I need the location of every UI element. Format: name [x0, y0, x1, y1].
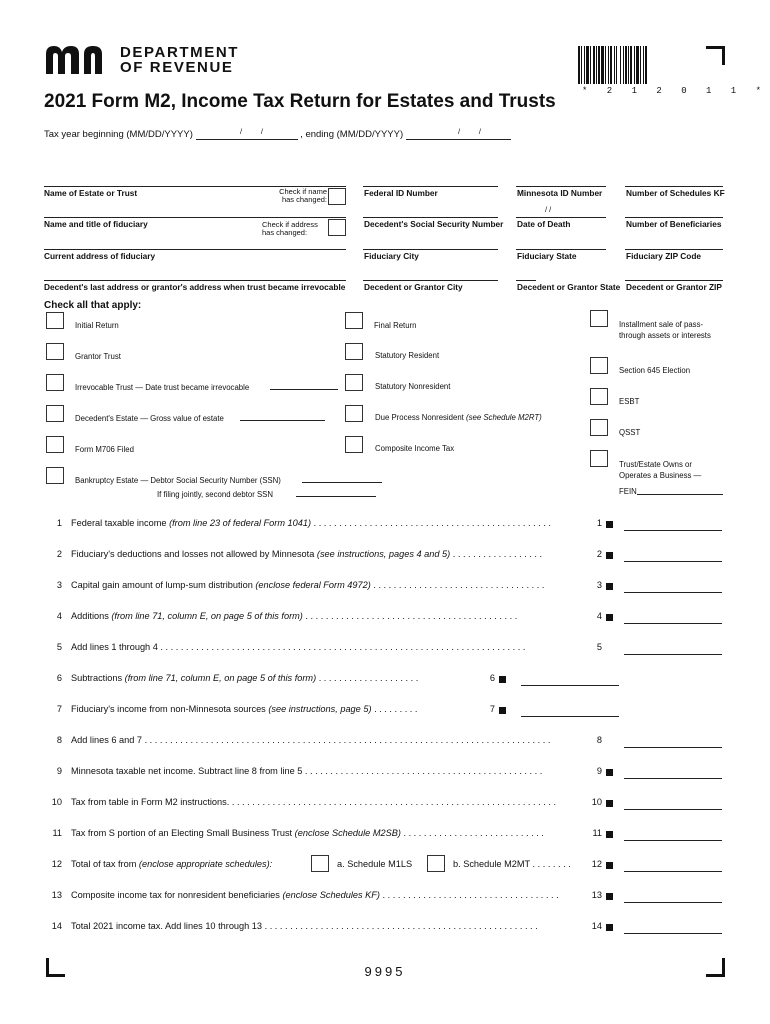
- line-5-amount-field[interactable]: [624, 654, 722, 655]
- line-note: (see instructions, page 5): [268, 704, 372, 714]
- line-description: [71, 921, 572, 931]
- line-number: 11: [52, 828, 62, 838]
- final-return-checkbox[interactable]: [345, 312, 363, 329]
- schedule-m2mt-text: b. Schedule M2MT: [453, 859, 530, 869]
- decedent-address-label: Decedent's last address or grantor's address when trust became irrevocable: [44, 282, 346, 292]
- schedules-kf-label: Number of Schedules KF: [626, 188, 725, 198]
- gross-value-field[interactable]: [240, 420, 325, 421]
- line-number: 8: [56, 735, 62, 745]
- line-text: Total 2021 income tax. Add lines 10 through 13: [71, 921, 263, 931]
- debtor-ssn-field[interactable]: [302, 482, 382, 483]
- qsst-checkbox[interactable]: [590, 419, 608, 436]
- line-number: 3: [56, 580, 62, 590]
- decedents-estate-checkbox[interactable]: [46, 405, 64, 422]
- barcode-number: * 2 1 2 0 1 1 *: [582, 86, 769, 96]
- tax-line-6: [0, 673, 770, 687]
- line-2-amount-field[interactable]: [624, 561, 722, 562]
- stat-nonresident-label: Statutory Nonresident: [375, 382, 451, 391]
- line-note: (see instructions, pages 4 and 5): [316, 549, 451, 559]
- marker-square-icon: [606, 521, 613, 528]
- line-number: 9: [56, 766, 62, 776]
- tax-year-row: [44, 129, 511, 140]
- line-description: [71, 642, 572, 652]
- line-text: Composite income tax for nonresident beneficiaries: [71, 890, 280, 900]
- line-11-amount-field[interactable]: [624, 840, 722, 841]
- federal-id-label: Federal ID Number: [364, 188, 438, 198]
- leader-dots: . . . . . . . . . . . . . . . . . . . . . . . . . . . . . . . . . . . . . . . . . .: [302, 611, 518, 621]
- due-process-text: Due Process Nonresident: [375, 413, 464, 422]
- leader-dots: . . . . . . . .: [529, 859, 571, 869]
- line-ref-number: 11: [592, 828, 602, 838]
- form-title: 2021 Form M2, Income Tax Return for Estates and Trusts: [44, 91, 556, 112]
- department-name: [120, 45, 239, 75]
- section645-checkbox[interactable]: [590, 357, 608, 374]
- line-ref-number: 8: [596, 735, 602, 745]
- marker-square-icon: [499, 676, 506, 683]
- installment-checkbox[interactable]: [590, 310, 608, 327]
- line-note: (from line 71, column E, on page 5 of this form): [124, 673, 317, 683]
- line-text: Tax from table in Form M2 instructions.: [71, 797, 230, 807]
- esbt-checkbox[interactable]: [590, 388, 608, 405]
- tax-line-5: [0, 642, 770, 656]
- dept-line-1: DEPARTMENT: [120, 44, 240, 61]
- leader-dots: . . . . . . . . . . . . . . . . . .: [450, 549, 543, 559]
- tax-line-3: [0, 580, 770, 594]
- decedents-estate-label: Decedent's Estate — Gross value of estate: [75, 414, 224, 423]
- due-process-checkbox[interactable]: [345, 405, 363, 422]
- name-changed-checkbox[interactable]: [328, 188, 346, 205]
- stat-resident-checkbox[interactable]: [345, 343, 363, 360]
- second-debtor-field[interactable]: [296, 496, 376, 497]
- owns-business-checkbox[interactable]: [590, 450, 608, 467]
- leader-dots: . . . . . . . . . . . . . . . . . . . .: [316, 673, 419, 683]
- line-description: [71, 890, 572, 900]
- page-code: 9995: [364, 964, 406, 979]
- marker-square-icon: [499, 707, 506, 714]
- leader-dots: . . . . . . . . .: [371, 704, 418, 714]
- schedule-m1ls-label: a. Schedule M1LS: [337, 859, 413, 869]
- fein-label: FEIN: [619, 487, 637, 496]
- tax-line-8: [0, 735, 770, 749]
- form-m706-label: Form M706 Filed: [75, 445, 134, 454]
- line-note: (enclose Schedule M2SB): [294, 828, 401, 838]
- esbt-label: ESBT: [619, 397, 640, 406]
- line-note: (from line 71, column E, on page 5 of this form): [111, 611, 303, 621]
- line-6-amount-field[interactable]: [521, 685, 619, 686]
- crop-mark-top-right: [706, 46, 725, 65]
- line-description: [71, 580, 572, 590]
- check-name-label: Check if name has changed:: [279, 187, 327, 204]
- address-changed-checkbox[interactable]: [328, 219, 346, 236]
- installment-label: Installment sale of pass-through assets or interests: [619, 320, 711, 340]
- composite-label: Composite Income Tax: [375, 444, 455, 453]
- bankruptcy-label: Bankruptcy Estate — Debtor Social Security Number (SSN): [75, 476, 281, 485]
- tax-line-2: [0, 549, 770, 563]
- line-number: 14: [51, 921, 62, 931]
- line-description: [71, 828, 572, 838]
- line-description: [71, 611, 572, 621]
- line-description: [71, 673, 465, 683]
- schedule-m1ls-checkbox[interactable]: [311, 855, 329, 872]
- line-number: 1: [56, 518, 62, 528]
- leader-dots: . . . . . . . . . . . . . . . . . . . . . . . . . . . . . . . . . .: [370, 580, 545, 590]
- leader-dots: . . . . . . . . . . . . . . . . . . . . . . . . . . . . . . . . . . . . . . . . . . . . . . .: [302, 766, 543, 776]
- mn-logo-icon: [44, 44, 114, 76]
- line-ref-number: 12: [591, 859, 602, 869]
- fiduciary-title-label: Name and title of fiduciary: [44, 219, 148, 229]
- line-description: [71, 549, 572, 559]
- line-description: [71, 735, 572, 745]
- mn-id-label: Minnesota ID Number: [517, 188, 603, 198]
- line-note: (from line 23 of federal Form 1041): [169, 518, 312, 528]
- schedule-m2mt-label: [453, 859, 571, 869]
- marker-square-icon: [606, 831, 613, 838]
- line-3-amount-field[interactable]: [624, 592, 722, 593]
- leader-dots: . . . . . . . . . . . . . . . . . . . . . . . . . . . . . . . . . . . . . . . . . . . . . . . . . . . . . . . . . . . . . . . . . . . . . . . . . . . . . . . .: [142, 735, 551, 745]
- line-ref-number: 2: [596, 549, 602, 559]
- tax-line-9: [0, 766, 770, 780]
- marker-square-icon: [606, 583, 613, 590]
- line-note: (enclose appropriate schedules):: [138, 859, 273, 869]
- line-number: 5: [56, 642, 62, 652]
- grantor-trust-checkbox[interactable]: [46, 343, 64, 360]
- form-m706-checkbox[interactable]: [46, 436, 64, 453]
- tax-line-13: [0, 890, 770, 904]
- decedent-ssn-label: Decedent's Social Security Number: [364, 219, 504, 229]
- leader-dots: . . . . . . . . . . . . . . . . . . . . . . . . . . . . . . . . . . . . . . . . . . . . . . . . . . . . . .: [262, 921, 538, 931]
- line-13-amount-field[interactable]: [624, 902, 722, 903]
- line-description: [71, 797, 572, 807]
- line-note: (enclose Schedules KF): [282, 890, 380, 900]
- leader-dots: . . . . . . . . . . . . . . . . . . . . . . . . . . . . . . . . . . . . . . . . . . . . . . .: [311, 518, 551, 528]
- irrevocable-date-field[interactable]: [270, 389, 338, 390]
- due-process-note: (see Schedule M2RT): [466, 413, 542, 422]
- marker-square-icon: [606, 924, 613, 931]
- check-all-heading: Check all that apply:: [44, 300, 142, 311]
- line-10-amount-field[interactable]: [624, 809, 722, 810]
- bankruptcy-checkbox[interactable]: [46, 467, 64, 484]
- name-estate-label: Name of Estate or Trust: [44, 188, 138, 198]
- line-number: 6: [56, 673, 62, 683]
- line-number: 12: [51, 859, 62, 869]
- line-number: 4: [56, 611, 62, 621]
- stat-nonresident-checkbox[interactable]: [345, 374, 363, 391]
- line-text: Fiduciary's deductions and losses not allowed by Minnesota: [71, 549, 315, 559]
- leader-dots: . . . . . . . . . . . . . . . . . . . . . . . . . . . . . . . . . . .: [379, 890, 559, 900]
- marker-square-icon: [606, 893, 613, 900]
- line-text: Minnesota taxable net income. Subtract line 8 from line 5: [71, 766, 303, 776]
- line-text: Add lines 1 through 4: [71, 642, 158, 652]
- line-4-amount-field[interactable]: [624, 623, 722, 624]
- tax-year-end-label: , ending (MM/DD/YYYY): [300, 129, 404, 140]
- owns-business-label: Trust/Estate Owns or Operates a Business —: [619, 460, 702, 480]
- line-ref-number: 13: [591, 890, 602, 900]
- beneficiaries-label: Number of Beneficiaries: [626, 219, 722, 229]
- begin-slashes: / /: [240, 127, 263, 136]
- marker-square-icon: [606, 769, 613, 776]
- end-slashes: / /: [458, 127, 481, 136]
- line-text: Subtractions: [71, 673, 123, 683]
- grantor-trust-label: Grantor Trust: [75, 352, 121, 361]
- tax-line-12: [0, 859, 770, 873]
- line-1-amount-field[interactable]: [624, 530, 722, 531]
- line-text: Capital gain amount of lump-sum distribution: [71, 580, 253, 590]
- dept-line-2: OF REVENUE: [120, 59, 234, 76]
- date-death-label: Date of Death: [517, 219, 571, 229]
- line-text: Add lines 6 and 7: [71, 735, 143, 745]
- line-note: (enclose federal Form 4972): [255, 580, 371, 590]
- final-return-label: Final Return: [374, 321, 417, 330]
- line-description: [71, 766, 572, 776]
- line-number: 13: [51, 890, 62, 900]
- dec-zip-label: Decedent or Grantor ZIP: [626, 282, 722, 292]
- line-ref-number: 14: [591, 921, 602, 931]
- qsst-label: QSST: [619, 428, 641, 437]
- marker-square-icon: [606, 800, 613, 807]
- tax-line-11: [0, 828, 770, 842]
- due-process-label: [375, 413, 542, 422]
- line-14-amount-field[interactable]: [624, 933, 722, 934]
- line-8-amount-field[interactable]: [624, 747, 722, 748]
- line-description: [71, 704, 465, 714]
- line-text: Additions: [71, 611, 109, 621]
- check-address-label: Check if address has changed:: [262, 220, 318, 237]
- line-text: Total of tax from: [71, 859, 137, 869]
- line-number: 7: [56, 704, 62, 714]
- fid-zip-label: Fiduciary ZIP Code: [626, 251, 701, 261]
- fein-field[interactable]: [637, 494, 723, 495]
- current-address-label: Current address of fiduciary: [44, 251, 156, 261]
- line-text: Federal taxable income: [71, 518, 167, 528]
- fid-city-label: Fiduciary City: [364, 251, 419, 261]
- section645-label: Section 645 Election: [619, 366, 691, 375]
- line-text: Fiduciary's income from non-Minnesota sources: [71, 704, 266, 714]
- tax-year-begin-label: Tax year beginning (MM/DD/YYYY): [44, 129, 193, 140]
- fid-state-label: Fiduciary State: [517, 251, 577, 261]
- second-debtor-label: If filing jointly, second debtor SSN: [157, 490, 274, 499]
- stat-resident-label: Statutory Resident: [375, 351, 440, 360]
- line-ref-number: 5: [596, 642, 602, 652]
- line-ref-number: 10: [591, 797, 602, 807]
- dec-city-label: Decedent or Grantor City: [364, 282, 463, 292]
- line-ref-number: 1: [596, 518, 602, 528]
- dec-state-label: Decedent or Grantor State: [517, 282, 621, 292]
- leader-dots: . . . . . . . . . . . . . . . . . . . . . . . . . . . . . . . . . . . . . . . . . . . . . . . . . . . . . . . . . . . . . . . .: [229, 797, 557, 807]
- tax-line-10: [0, 797, 770, 811]
- irrevocable-checkbox[interactable]: [46, 374, 64, 391]
- death-date-slashes: / /: [545, 205, 552, 214]
- line-ref-number: 9: [596, 766, 602, 776]
- line-ref-number: 3: [596, 580, 602, 590]
- leader-dots: . . . . . . . . . . . . . . . . . . . . . . . . . . . . . . . . . . . . . . . . . . . . . . . . . . . . . . . . . . . . . . . . . . . . . . . .: [157, 642, 526, 652]
- marker-square-icon: [606, 552, 613, 559]
- tax-line-7: [0, 704, 770, 718]
- line-ref-number: 6: [489, 673, 495, 683]
- composite-checkbox[interactable]: [345, 436, 363, 453]
- tax-line-14: [0, 921, 770, 935]
- line-12-amount-field[interactable]: [624, 871, 722, 872]
- line-ref-number: 4: [596, 611, 602, 621]
- tax-line-1: [0, 518, 770, 532]
- line-number: 10: [51, 797, 62, 807]
- initial-return-label: Initial Return: [75, 321, 119, 330]
- schedule-m2mt-checkbox[interactable]: [427, 855, 445, 872]
- marker-square-icon: [606, 862, 613, 869]
- initial-return-checkbox[interactable]: [46, 312, 64, 329]
- leader-dots: . . . . . . . . . . . . . . . . . . . . . . . . . . . .: [400, 828, 544, 838]
- line-9-amount-field[interactable]: [624, 778, 722, 779]
- barcode: [578, 46, 673, 84]
- irrevocable-label: Irrevocable Trust — Date trust became irrevocable: [75, 383, 250, 392]
- marker-square-icon: [606, 614, 613, 621]
- line-description: [71, 518, 572, 528]
- line-ref-number: 7: [489, 704, 495, 714]
- tax-line-4: [0, 611, 770, 625]
- line-number: 2: [56, 549, 62, 559]
- line-7-amount-field[interactable]: [521, 716, 619, 717]
- line-text: Tax from S portion of an Electing Small Business Trust: [71, 828, 293, 838]
